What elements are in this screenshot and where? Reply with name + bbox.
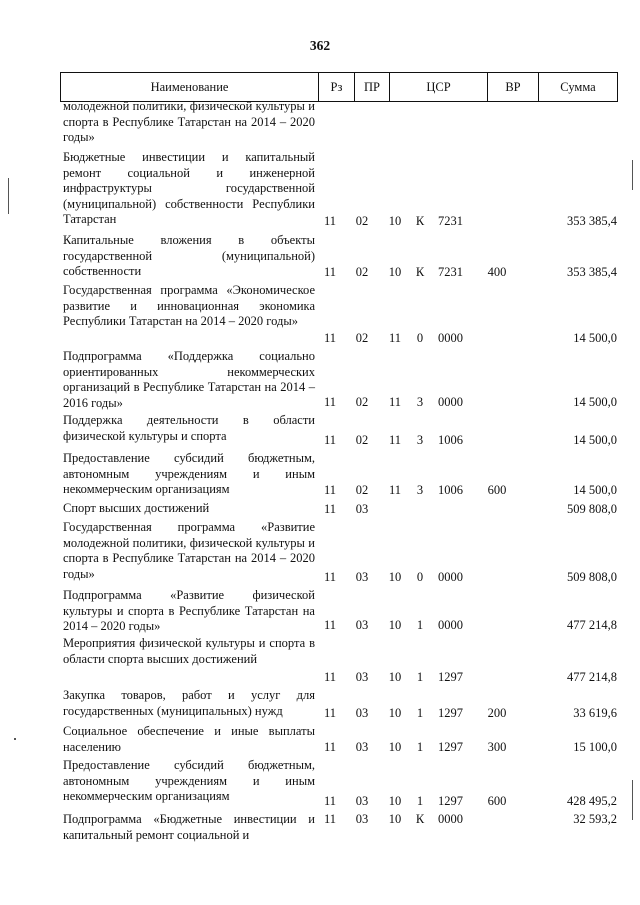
- row-csr-direction: 1297: [438, 670, 463, 685]
- row-csr-subprogram: 3: [416, 433, 424, 448]
- header-sum: Сумма: [538, 73, 617, 101]
- row-sum: 14 500,0: [573, 483, 617, 498]
- row-sum: 14 500,0: [573, 331, 617, 346]
- row-pr: 03: [355, 618, 369, 633]
- row-name: молодежной политики, физической культуры и спорта в Республике Татарстан на 2014 – 2020 годы»: [63, 99, 315, 145]
- row-rz: 11: [323, 265, 337, 280]
- row-rz: 11: [323, 706, 337, 721]
- row-pr: 02: [355, 433, 369, 448]
- row-name: Мероприятия физической культуры и спорта в области спорта высших достижений: [63, 636, 315, 666]
- row-rz: 11: [323, 570, 337, 585]
- table-row: [63, 812, 617, 844]
- row-csr-program: 10: [388, 740, 402, 755]
- row-sum: 509 808,0: [567, 570, 617, 585]
- row-csr-program: 10: [388, 265, 402, 280]
- scan-mark: [632, 780, 633, 820]
- row-rz: 11: [323, 670, 337, 685]
- row-pr: 02: [355, 395, 369, 410]
- header-name: Наименование: [150, 80, 229, 94]
- header-pr: ПР: [354, 73, 389, 101]
- row-csr-program: 11: [388, 395, 402, 410]
- row-sum: 477 214,8: [567, 618, 617, 633]
- row-rz: 11: [323, 502, 337, 517]
- row-vr: 600: [487, 483, 507, 498]
- row-csr-direction: 1297: [438, 740, 463, 755]
- table-row: [63, 636, 617, 686]
- row-name: Подпрограмма «Развитие физической культуры и спорта в Республике Татарстан на 2014 – 2020 годы»: [63, 588, 315, 634]
- scan-mark: [8, 178, 9, 214]
- row-csr-subprogram: 1: [416, 618, 424, 633]
- table-row: [63, 349, 617, 411]
- row-csr-program: 10: [388, 812, 402, 826]
- row-csr-direction: 7231: [438, 214, 463, 229]
- row-csr-direction: 7231: [438, 265, 463, 280]
- row-vr: 200: [487, 706, 507, 721]
- row-pr: 02: [355, 214, 369, 229]
- row-name: Поддержка деятельности в области физической культуры и спорта: [63, 413, 315, 443]
- row-csr-direction: 1297: [438, 706, 463, 721]
- row-csr-subprogram: 0: [416, 331, 424, 346]
- row-rz: 11: [323, 740, 337, 755]
- row-rz: 11: [323, 395, 337, 410]
- row-rz: 11: [323, 433, 337, 448]
- row-pr: 03: [355, 740, 369, 755]
- row-pr: 03: [355, 706, 369, 721]
- row-rz: 11: [323, 331, 337, 346]
- table-row: [63, 588, 617, 634]
- row-csr-subprogram: 3: [416, 483, 424, 498]
- header-vr: ВР: [487, 73, 538, 101]
- row-csr-subprogram: К: [415, 214, 425, 229]
- table-row: [63, 520, 617, 586]
- row-csr-subprogram: 0: [416, 570, 424, 585]
- row-csr-program: 11: [388, 433, 402, 448]
- table-row: [63, 413, 617, 449]
- row-sum: 477 214,8: [567, 670, 617, 685]
- row-name: Бюджетные инвестиции и капитальный ремонт социальной и инженерной инфраструктуры государственной (муниципальной) собственности Республики Татарстан: [63, 150, 315, 227]
- row-csr-program: 10: [388, 214, 402, 229]
- header-csr: ЦСР: [389, 73, 487, 101]
- table-row: [63, 688, 617, 722]
- row-pr: 02: [355, 331, 369, 346]
- table-row: [63, 724, 617, 756]
- page-number: 362: [309, 38, 331, 53]
- row-vr: 300: [487, 740, 507, 755]
- table-row: [63, 150, 617, 230]
- row-csr-subprogram: К: [415, 812, 425, 826]
- row-name: Капитальные вложения в объекты государственной (муниципальной) собственности: [63, 233, 315, 279]
- row-sum: 428 495,2: [567, 794, 617, 809]
- row-csr-program: 10: [388, 670, 402, 685]
- row-csr-subprogram: 1: [416, 670, 424, 685]
- row-name: Подпрограмма «Бюджетные инвестиции и капитальный ремонт социальной и: [63, 812, 315, 842]
- row-csr-direction: 0000: [438, 395, 463, 410]
- row-csr-direction: 0000: [438, 618, 463, 633]
- row-csr-program: 11: [388, 483, 402, 498]
- row-pr: 02: [355, 265, 369, 280]
- row-csr-subprogram: 1: [416, 740, 424, 755]
- row-csr-subprogram: 3: [416, 395, 424, 410]
- row-csr-direction: 1006: [438, 433, 463, 448]
- row-pr: 03: [355, 794, 369, 809]
- row-csr-program: 10: [388, 570, 402, 585]
- row-csr-direction: 0000: [438, 331, 463, 346]
- row-name: Социальное обеспечение и иные выплаты населению: [63, 724, 315, 754]
- row-vr: 400: [487, 265, 507, 280]
- scan-mark: [14, 738, 16, 740]
- row-name: Предоставление субсидий бюджетным, автономным учреждениям и иным некоммерческим организациям: [63, 758, 315, 804]
- table-row: [63, 451, 617, 499]
- row-name: Предоставление субсидий бюджетным, автономным учреждениям и иным некоммерческим организациям: [63, 451, 315, 497]
- row-name: Подпрограмма «Поддержка социально ориентированных некоммерческих организаций в Республике Татарстан на 2014 – 2016 годы»: [63, 349, 315, 410]
- row-rz: 11: [323, 483, 337, 498]
- row-name: Государственная программа «Экономическое развитие и инновационная экономика Республики Татарстан на 2014 – 2020 годы»: [63, 283, 315, 329]
- table-row: [63, 283, 617, 347]
- row-sum: 32 593,2: [573, 812, 617, 826]
- row-rz: 11: [323, 214, 337, 229]
- row-csr-direction: 1297: [438, 794, 463, 809]
- row-name: Закупка товаров, работ и услуг для государственных (муниципальных) нужд: [63, 688, 315, 718]
- row-vr: 600: [487, 794, 507, 809]
- row-csr-subprogram: К: [415, 265, 425, 280]
- row-csr-subprogram: 1: [416, 706, 424, 721]
- row-sum: 33 619,6: [573, 706, 617, 721]
- row-pr: 03: [355, 670, 369, 685]
- scan-mark: [632, 160, 633, 190]
- row-csr-direction: 1006: [438, 483, 463, 498]
- row-csr-program: 10: [388, 706, 402, 721]
- row-csr-program: 10: [388, 794, 402, 809]
- table-header: [60, 72, 618, 102]
- table-row: [63, 233, 617, 281]
- row-csr-direction: 0000: [438, 812, 463, 826]
- row-name: Государственная программа «Развитие молодежной политики, физической культуры и спорта в Республике Татарстан на 2014 – 2020 годы»: [63, 520, 315, 581]
- row-sum: 353 385,4: [567, 214, 617, 229]
- row-pr: 03: [355, 570, 369, 585]
- row-sum: 509 808,0: [567, 502, 617, 517]
- row-rz: 11: [323, 812, 337, 826]
- row-sum: 14 500,0: [573, 433, 617, 448]
- row-pr: 03: [355, 812, 369, 826]
- row-pr: 02: [355, 483, 369, 498]
- row-pr: 03: [355, 502, 369, 517]
- row-sum: 15 100,0: [573, 740, 617, 755]
- row-sum: 14 500,0: [573, 395, 617, 410]
- row-sum: 353 385,4: [567, 265, 617, 280]
- row-csr-subprogram: 1: [416, 794, 424, 809]
- table-row: [63, 99, 617, 149]
- header-rz: Рз: [318, 73, 354, 101]
- row-rz: 11: [323, 618, 337, 633]
- row-csr-program: 11: [388, 331, 402, 346]
- table-row: [63, 758, 617, 810]
- row-name: Спорт высших достижений: [63, 501, 210, 515]
- row-csr-direction: 0000: [438, 570, 463, 585]
- table-row: [63, 501, 617, 518]
- row-rz: 11: [323, 794, 337, 809]
- row-csr-program: 10: [388, 618, 402, 633]
